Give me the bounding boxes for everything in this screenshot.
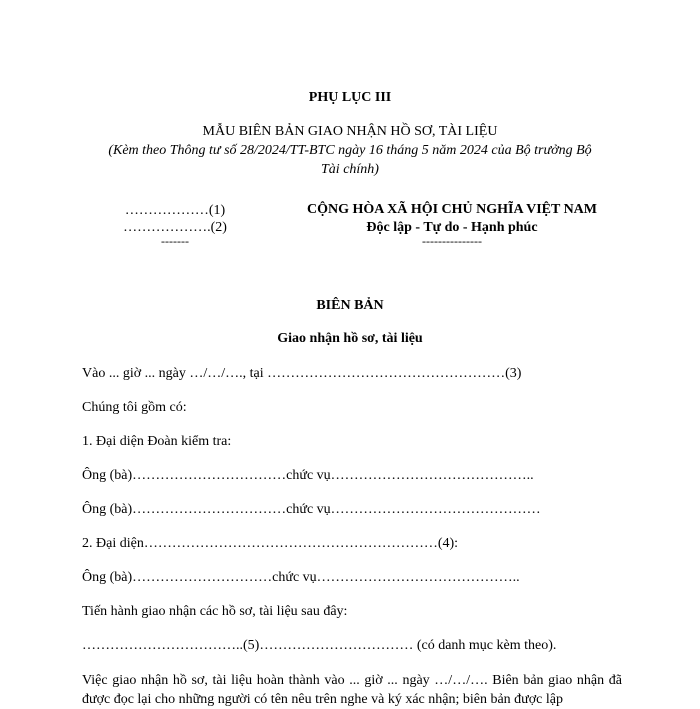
form-note-line1: (Kèm theo Thông tư số 28/2024/TT-BTC ngày 16 tháng 5 năm 2024 của Bộ trưởng Bộ <box>108 143 592 158</box>
section-inspection-team: 1. Đại diện Đoàn kiểm tra: <box>82 434 232 449</box>
form-title: MẪU BIÊN BẢN GIAO NHẬN HỒ SƠ, TÀI LIỆU <box>202 124 498 139</box>
agency-divider: ------- <box>161 234 189 248</box>
form-note-line2: Tài chính) <box>321 162 379 177</box>
handover-intro: Tiến hành giao nhận các hồ sơ, tài liệu sau đây: <box>82 604 348 619</box>
participants-intro: Chúng tôi gồm có: <box>82 400 187 415</box>
time-place-line: Vào ... giờ ... ngày …/…/…., tại ……………………………………………(3) <box>82 366 522 381</box>
person-line-3: Ông (bà)…………………………chức vụ…………………………………….. <box>82 570 520 585</box>
motto: Độc lập - Tự do - Hạnh phúc <box>366 220 538 235</box>
person-line-2: Ông (bà)……………………………chức vụ……………………………………… <box>82 502 541 517</box>
document-title: BIÊN BẢN <box>316 298 384 313</box>
documents-line: ……………………………..(5)…………………………… (có danh mục kèm theo). <box>82 638 557 653</box>
person-line-1: Ông (bà)……………………………chức vụ…………………………………….. <box>82 468 534 483</box>
closing-paragraph: Việc giao nhận hồ sơ, tài liệu hoàn thành vào ... giờ ... ngày …/…/…. Biên bản giao nhận đã được đọc lại cho những người có tên nêu trên nghe và ký xác nhận; biên bản được lập <box>82 673 622 707</box>
appendix-heading: PHỤ LỤC III <box>308 90 392 105</box>
motto-divider: --------------- <box>422 234 482 248</box>
nation-heading: CỘNG HÒA XÃ HỘI CHỦ NGHĨA VIỆT NAM <box>306 202 597 217</box>
section-representative: 2. Đại diện………………………………………………………(4): <box>82 536 459 551</box>
document-subtitle: Giao nhận hồ sơ, tài liệu <box>277 331 423 346</box>
agency-line-1: ………………(1) <box>124 203 226 218</box>
agency-line-2: ……………….(2) <box>123 220 227 235</box>
